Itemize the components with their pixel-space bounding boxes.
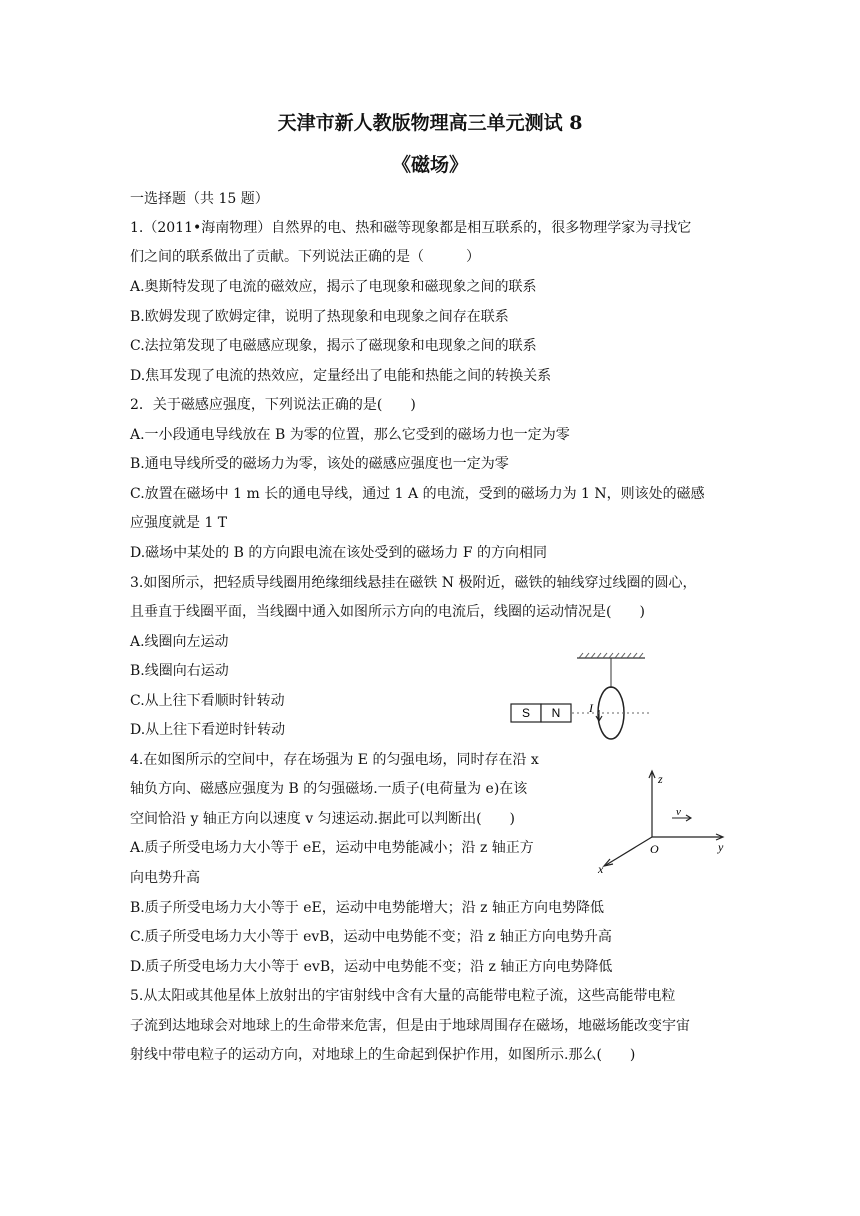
q1-stem-line1: 1.（2011•海南物理）自然界的电、热和磁等现象都是相互联系的，很多物理学家为寻找它 <box>130 220 692 236</box>
q3-option-c: C.从上往下看顺时针转动 <box>130 693 285 709</box>
document-subtitle: 《磁场》 <box>391 154 468 176</box>
q5-stem-line1: 5.从太阳或其他星体上放射出的宇宙射线中含有大量的高能带电粒子流，这些高能带电粒 <box>130 988 676 1004</box>
q2-option-b: B.通电导线所受的磁场力为零，该处的磁感应强度也一定为零 <box>130 456 509 472</box>
q3-option-d: D.从上往下看逆时针转动 <box>130 722 286 738</box>
q4-option-d: D.质子所受电场力大小等于 evB，运动中电势能不变；沿 z 轴正方向电势降低 <box>130 959 613 975</box>
q2-stem: 2．关于磁感应强度，下列说法正确的是( ) <box>130 397 416 413</box>
q4-option-c: C.质子所受电场力大小等于 evB，运动中电势能不变；沿 z 轴正方向电势升高 <box>130 929 612 945</box>
q3-option-a: A.线圈向左运动 <box>130 634 229 650</box>
q3-magnet-coil-figure <box>505 650 660 745</box>
magnet-n-label: N <box>551 706 561 720</box>
q4-option-b: B.质子所受电场力大小等于 eE，运动中电势能增大；沿 z 轴正方向电势降低 <box>130 900 604 916</box>
q3-stem-line1: 3.如图所示，把轻质导线圈用绝缘细线悬挂在磁铁 N 极附近，磁铁的轴线穿过线圈的圆心， <box>130 575 697 591</box>
q2-option-c-line2: 应强度就是 1 T <box>130 515 228 531</box>
q3-stem-line2: 且垂直于线圈平面，当线圈中通入如图所示方向的电流后，线圈的运动情况是( ) <box>130 604 645 620</box>
magnet-s-label: S <box>521 706 531 720</box>
q2-option-d: D.磁场中某处的 B 的方向跟电流在该处受到的磁场力 F 的方向相同 <box>130 545 547 561</box>
velocity-label: v <box>676 806 681 818</box>
q5-stem-line2: 子流到达地球会对地球上的生命带来危害，但是由于地球周围存在磁场，地磁场能改变宇宙 <box>130 1018 690 1034</box>
q1-option-b: B.欧姆发现了欧姆定律，说明了热现象和电现象之间存在联系 <box>130 309 509 325</box>
q5-stem-line3: 射线中带电粒子的运动方向，对地球上的生命起到保护作用，如图所示.那么( ) <box>130 1047 636 1063</box>
q4-stem-line1: 4.在如图所示的空间中，存在场强为 E 的匀强电场，同时存在沿 x <box>130 752 539 768</box>
q4-stem-line2: 轴负方向、磁感应强度为 B 的匀强磁场.一质子(电荷量为 e)在该 <box>130 781 528 797</box>
q1-option-d: D.焦耳发现了电流的热效应，定量经出了电能和热能之间的转换关系 <box>130 368 552 384</box>
axis-x-label: x <box>598 862 604 876</box>
q1-stem-line2: 们之间的联系做出了贡献。下列说法正确的是（ ） <box>130 249 480 265</box>
q1-option-c: C.法拉第发现了电磁感应现象，揭示了磁现象和电现象之间的联系 <box>130 338 537 354</box>
axis-y-label: y <box>718 840 724 854</box>
q3-option-b: B.线圈向右运动 <box>130 663 229 679</box>
axis-z-label: z <box>658 772 663 786</box>
q2-option-c-line1: C.放置在磁场中 1 m 长的通电导线，通过 1 A 的电流，受到的磁场力为 1 N，则该处的磁感 <box>130 486 705 502</box>
q4-option-a-line1: A.质子所受电场力大小等于 eE，运动中电势能减小；沿 z 轴正方 <box>130 840 534 856</box>
origin-label: O <box>650 842 659 856</box>
current-label: I <box>589 701 593 715</box>
q2-option-a: A.一小段通电导线放在 B 为零的位置，那么它受到的磁场力也一定为零 <box>130 427 570 443</box>
section-heading: 一选择题（共 15 题） <box>130 191 269 207</box>
q4-stem-line3: 空间恰沿 y 轴正方向以速度 v 匀速运动.据此可以判断出( ) <box>130 811 515 827</box>
q4-axes-figure <box>590 765 735 880</box>
q4-option-a-line2: 向电势升高 <box>130 870 200 886</box>
document-title: 天津市新人教版物理高三单元测试 8 <box>277 112 583 134</box>
q1-option-a: A.奥斯特发现了电流的磁效应，揭示了电现象和磁现象之间的联系 <box>130 279 537 295</box>
